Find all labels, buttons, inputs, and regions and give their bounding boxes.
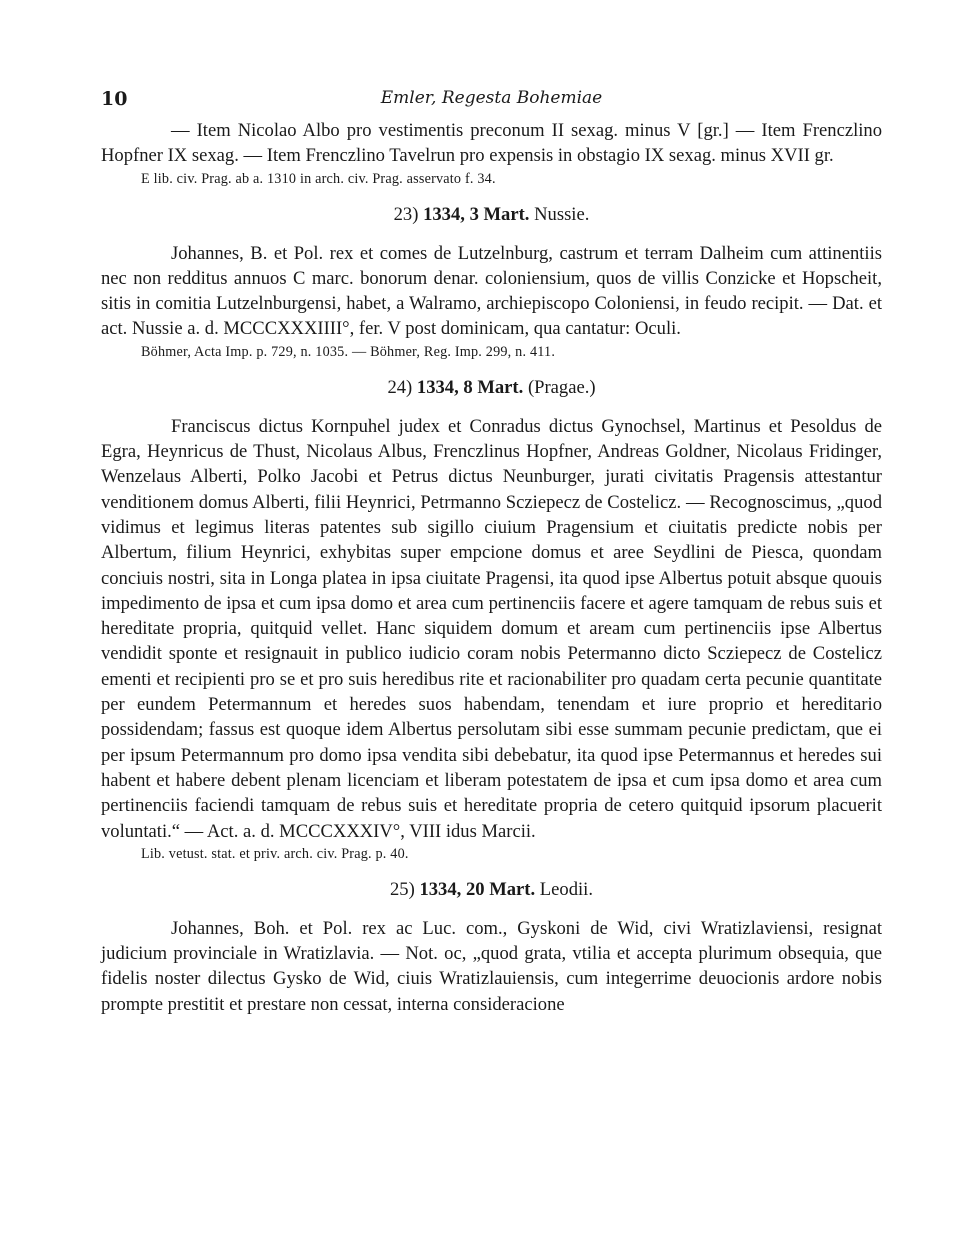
entry-year: 1334,	[419, 878, 462, 900]
entry-number: 24)	[387, 376, 413, 398]
entry-text-25: Johannes, Boh. et Pol. rex ac Luc. com., Gyskoni de Wid, civi Wratizlaviensi, resignat judicium provinciale in Wratizlavia. — Not. oc, „quod grata, vtilia et accepta plurimum obsequia, que fidelis noster dilectus Gysko de Wid, ciuis Wratizlauiensis, cum integerrime deuocionis ardore nobis prompte prestitit et prestare non cessat, interna consideracione	[101, 917, 882, 1015]
page-header	[101, 88, 882, 118]
entry-text-24: Franciscus dictus Kornpuhel judex et Conradus dictus Gynochsel, Martinus et Pesoldus de Egra, Heynricus de Thust, Nicolaus Albus, Frenczlinus Hopfner, Andreas Goldner, Nicolaus Fridinger, Wenzelaus Alberti, Polko Jacobi et Petrus dictus Neunburger, jurati civitatis Pragensis attestantur venditionem domus Alberti, filii Heynrici, Petrmanno Scziepecz de Costelicz. — Recognoscimus, „quod vidimus et legimus literas patentes sub sigillo ciuium Pragensium et ciuitatis predicte nobis per Albertum, filium Heynrici, exhybitas super empcione domus et aree Seydlini de Piesca, quondam conciuis nostri, sita in Longa platea in ipsa ciuitate Pragensi, ita quod ipse Albertus potuit absque quouis impedimento de ipsa et cum ipsa domo et area cum pertinenciis facere et agere tamquam de rebus suis et hereditate propria, quitquid vellet. Hanc siquidem domum et aream cum pertinenciis ipse Albertus vendidit sponte et resignauit in publico iudicio coram nobis Petermanno dicto Scziepecz de Costelicz ementi et recipienti pro se et pro suis heredibus rite et racionabiliter pro quadam certa pecunie quantitate per eundem Petermannum et heredes suos habendam, tenendam et iure proprio et hereditario possidendam; fassus est quoque idem Albertus persolutam sibi esse summam pecunie predictam, que ei per ipsum Petermannum pro domo ipsa vendita sibi debebatur, ita quod ipse Petermannus et heredes sui habent et habere debent plenam licenciam et liberam potestatem de ipsa et cum ipsa domo et area cum pertinenciis faciendi tamquam de rebus suis et hereditate propria de cetero quitquid ipsorum placuerit voluntati.“ — Act. a. d. MCCCXXXIV°, VIII idus Marcii.	[101, 415, 882, 842]
running-title: Emler, Regesta Bohemiae	[380, 88, 603, 108]
document-page	[101, 88, 882, 1017]
entry-year: 1334,	[423, 203, 465, 225]
entry-heading-24	[101, 376, 882, 400]
entry-place: (Pragae.)	[527, 376, 596, 398]
page-number: 10	[101, 88, 128, 110]
entry-source-24: Lib. vetust. stat. et priv. arch. civ. Prag. p. 40.	[141, 845, 409, 862]
entry-heading-25	[101, 878, 882, 902]
entry-place: Nussie.	[534, 203, 590, 225]
entry-date: 8 Mart.	[463, 376, 524, 398]
entry-source-23: Böhmer, Acta Imp. p. 729, n. 1035. — Böhmer, Reg. Imp. 299, n. 411.	[141, 343, 556, 360]
entry-year: 1334,	[416, 376, 459, 398]
entry-place: Leodii.	[539, 878, 593, 900]
entry-number: 25)	[390, 878, 415, 900]
entry-number: 23)	[393, 203, 419, 225]
entry-date: 20 Mart.	[465, 878, 536, 900]
entry-heading-23	[101, 203, 882, 227]
intro-source: E lib. civ. Prag. ab a. 1310 in arch. civ. Prag. asservato f. 34.	[141, 170, 496, 187]
entry-date: 3 Mart.	[469, 203, 530, 225]
entry-text-23: Johannes, B. et Pol. rex et comes de Lutzelnburg, castrum et terram Dalheim cum attinentiis nec non redditus annuos C marc. bonorum denar. coloniensium, quos de villis Conzicke et Hopscheit, sitis in comitia Lutzelnburgensi, habet, a Walramo, archiepiscopo Coloniensi, in feudo recipit. — Dat. et act. Nussie a. d. MCCCXXXIIII°, fer. V post dominicam, qua cantatur: Oculi.	[101, 242, 882, 340]
intro-paragraph: — Item Nicolao Albo pro vestimentis preconum II sexag. minus V [gr.] — Item Frenczlino Hopfner IX sexag. — Item Frenczlino Tavelrun pro expensis in obstagio IX sexag. minus XVII gr.	[101, 120, 882, 167]
